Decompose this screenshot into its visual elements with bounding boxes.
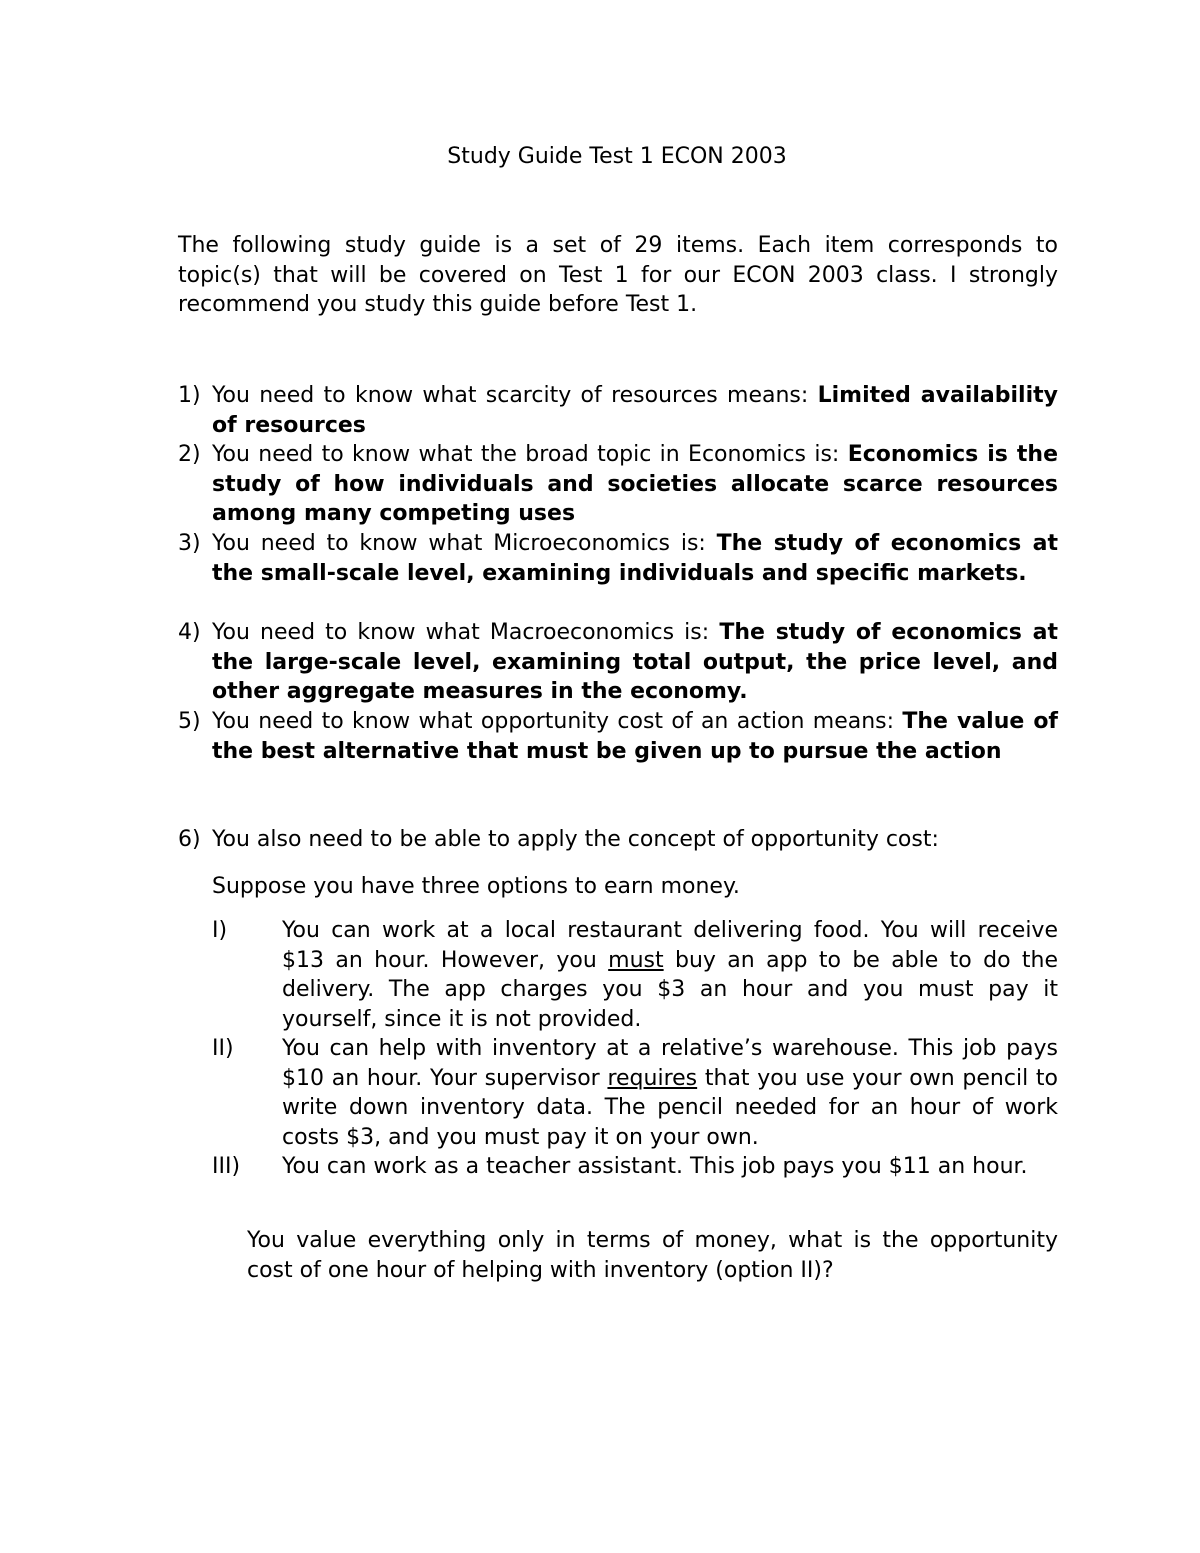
item-answer: Limited availability of resources — [212, 383, 1058, 438]
option-item — [212, 1034, 1058, 1152]
item-prompt: You need to know what Microeconomics is: — [212, 531, 717, 556]
item-number: 4) — [178, 620, 201, 645]
item-number: 1) — [178, 383, 201, 408]
item-number: 2) — [178, 442, 201, 467]
option-item — [212, 916, 1058, 1034]
item-prompt: You need to know what Macroeconomics is: — [212, 620, 720, 645]
item-body — [212, 381, 1058, 440]
list-item — [178, 381, 1058, 440]
option-text-part: that you use your own pencil to write down inventory data. The pencil needed for an hour of work costs $3, and you must pay it on your own. — [282, 1065, 1058, 1150]
option-text — [282, 1152, 1058, 1182]
item-prompt: You need to know what the broad topic in Economics is: — [212, 442, 848, 467]
list-item — [178, 529, 1058, 588]
item-number: 6) — [178, 827, 201, 852]
document-title: Study Guide Test 1 ECON 2003 — [447, 144, 787, 169]
item-body — [212, 707, 1058, 766]
item-body — [212, 825, 1058, 855]
item-number: 5) — [178, 709, 201, 734]
option-numeral: III) — [212, 1154, 241, 1179]
option-text-part: buy an app to be able to do the delivery. The app charges you $3 an hour and you must pay it yourself, since it is not provided. — [282, 947, 1059, 1032]
item-prompt: You need to know what opportunity cost of an action means: — [212, 709, 903, 734]
option-item — [212, 1152, 1058, 1182]
option-underlined-word: must — [608, 947, 664, 973]
item-body — [212, 529, 1058, 588]
option-text-part: You can work as a teacher assistant. This job pays you $11 an hour. — [282, 1154, 1028, 1179]
list-item — [178, 440, 1058, 529]
list-item — [178, 618, 1058, 707]
item-answer: The value of the best alternative that must be given up to pursue the action — [212, 709, 1058, 764]
item-answer: The study of economics at the small-scale level, examining individuals and specific markets. — [212, 531, 1058, 586]
intro-paragraph: The following study guide is a set of 29 items. Each item corresponds to topic(s) that will be covered on Test 1 for our ECON 2003 class. I strongly recommend you study this guide before Test 1. — [178, 233, 1058, 318]
item-answer: Economics is the study of how individuals and societies allocate scarce resources among many competing uses — [212, 442, 1058, 527]
option-underlined-word: requires — [607, 1065, 698, 1091]
option-numeral: I) — [212, 918, 228, 943]
option-text-part: You can work at a local restaurant delivering food. You will receive $13 an hour. However, you — [282, 918, 1058, 973]
option-numeral: II) — [212, 1036, 234, 1061]
option-text-part: You can help with inventory at a relative’s warehouse. This job pays $10 an hour. Your supervisor — [282, 1036, 1058, 1091]
scenario-lead: Suppose you have three options to earn money. — [212, 874, 740, 899]
option-text — [282, 916, 1058, 1034]
question-paragraph: You value everything only in terms of money, what is the opportunity cost of one hour of helping with inventory (option II)? — [247, 1228, 1058, 1283]
item-number: 3) — [178, 531, 201, 556]
item-body — [212, 618, 1058, 707]
item-body — [212, 440, 1058, 529]
list-item — [178, 707, 1058, 766]
option-text — [282, 1034, 1058, 1152]
list-item — [178, 825, 1058, 855]
item-prompt: You need to know what scarcity of resources means: — [212, 383, 818, 408]
item-prompt: You also need to be able to apply the concept of opportunity cost: — [212, 827, 939, 852]
item-answer: The study of economics at the large-scale level, examining total output, the price level, and other aggregate measures in the economy. — [212, 620, 1058, 705]
